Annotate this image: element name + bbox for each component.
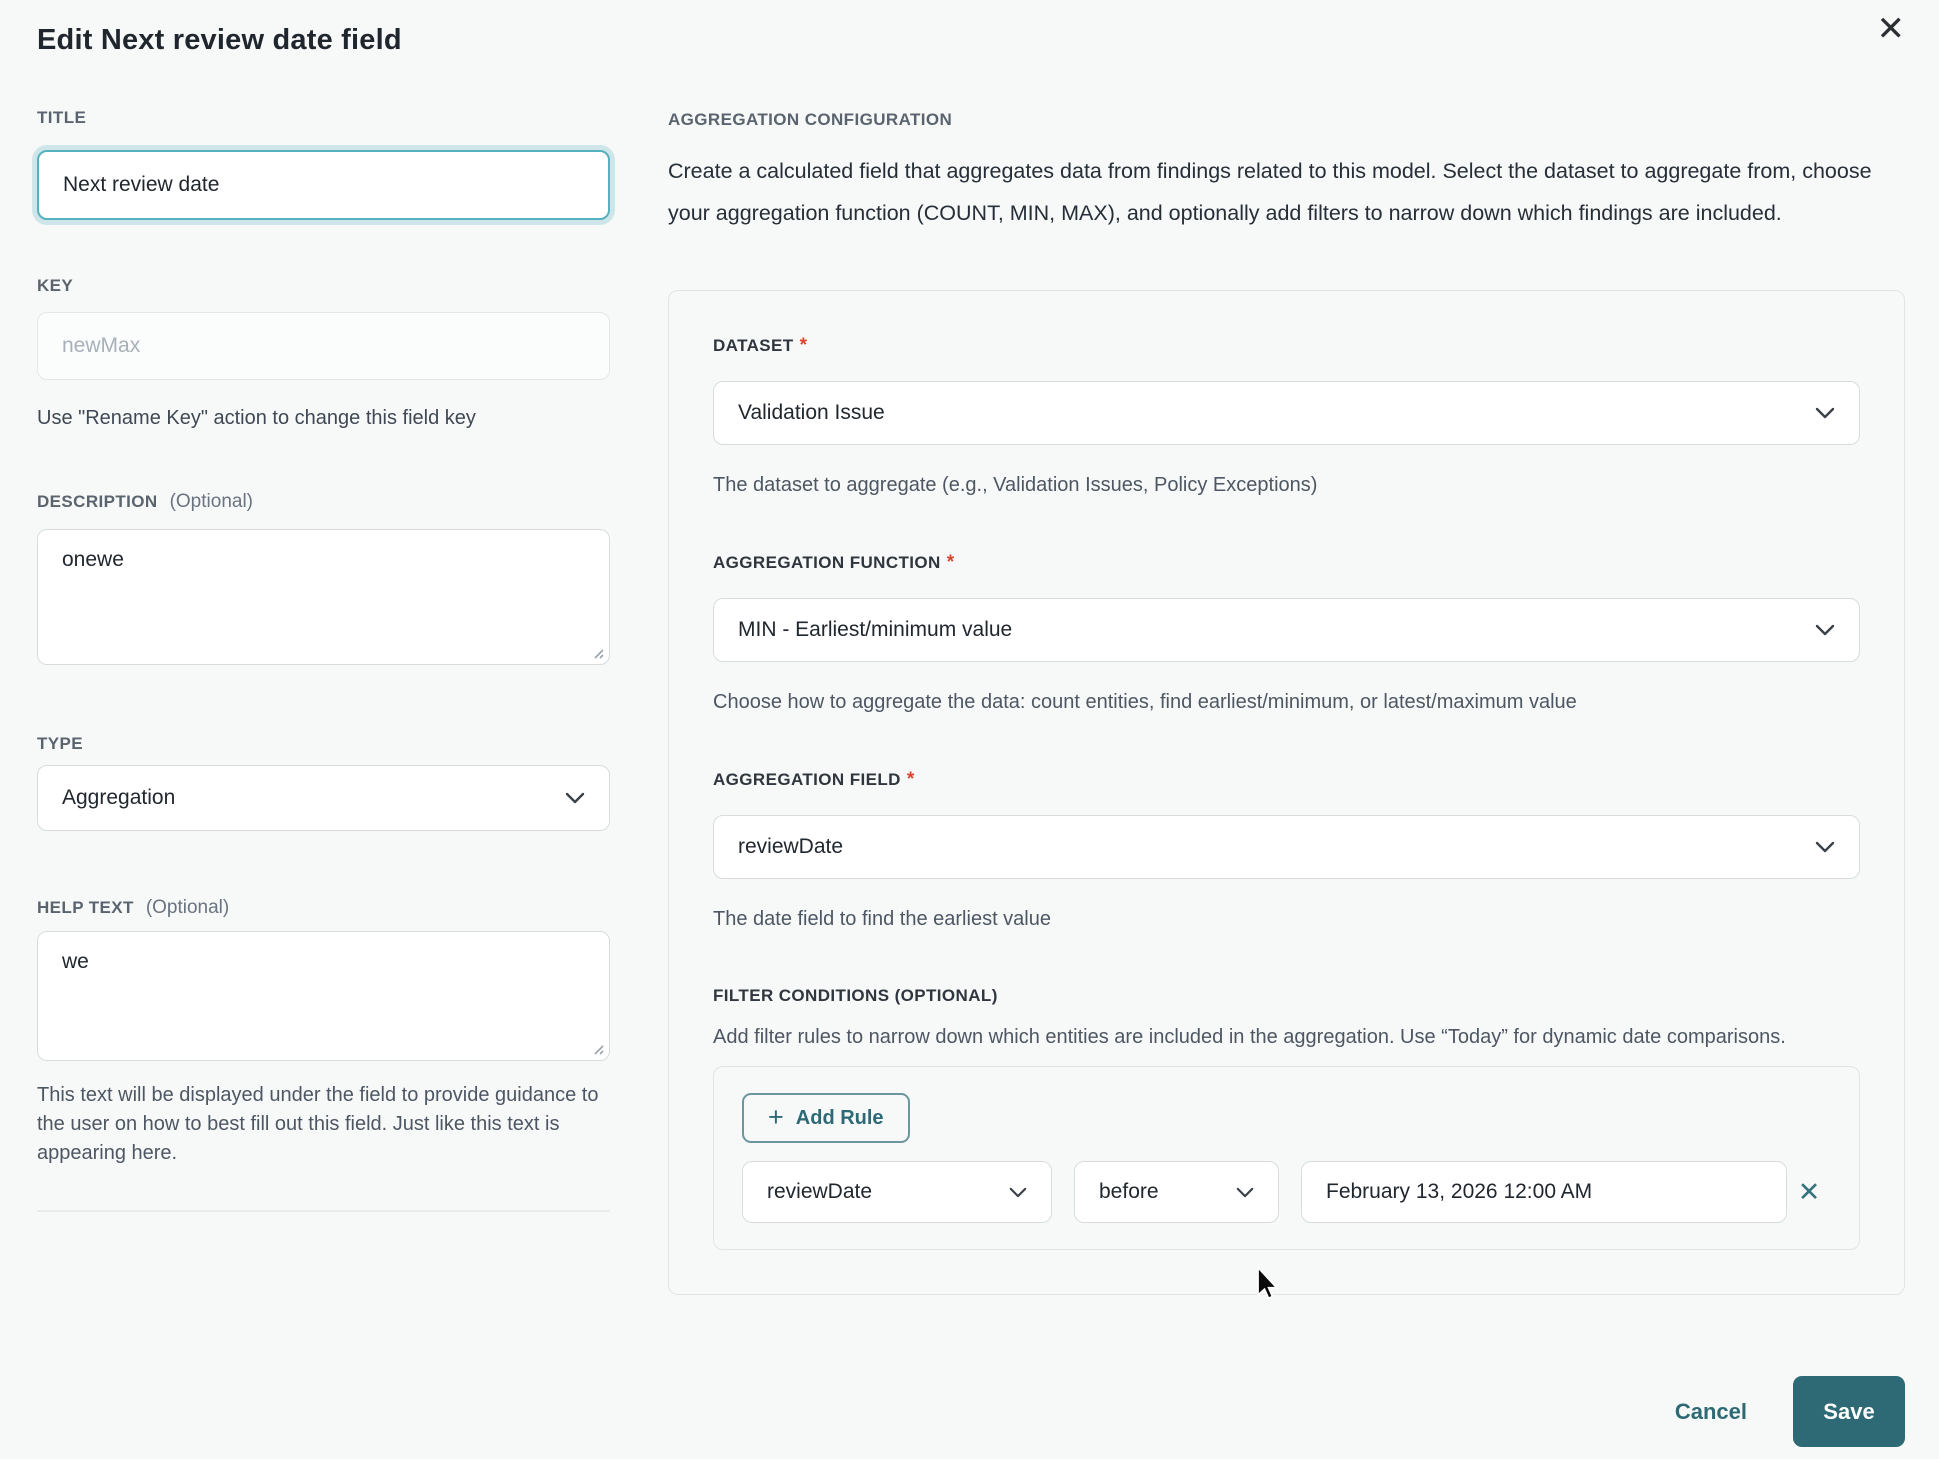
- dataset-select[interactable]: [713, 381, 1860, 445]
- description-optional-label: (Optional): [169, 491, 253, 512]
- aggregation-field-helper-text: The date field to find the earliest value: [713, 908, 1051, 930]
- function-label: AGGREGATION FUNCTION: [713, 553, 941, 572]
- filter-conditions-group: [713, 986, 1860, 1250]
- aggregation-field-select[interactable]: [713, 815, 1860, 879]
- help-text-optional-label: (Optional): [145, 897, 230, 918]
- chevron-down-icon: [1815, 624, 1835, 636]
- required-asterisk: *: [906, 769, 915, 790]
- type-label: TYPE: [37, 734, 84, 753]
- function-group: [713, 552, 1860, 717]
- description-label: DESCRIPTION: [37, 492, 158, 511]
- chevron-down-icon: [565, 792, 585, 804]
- chevron-down-icon: [1815, 841, 1835, 853]
- dataset-label: DATASET: [713, 336, 794, 355]
- key-helper-text: Use "Rename Key" action to change this field key: [37, 407, 476, 429]
- rule-field-select-value: reviewDate: [767, 1180, 873, 1203]
- description-textarea-wrap: [37, 529, 610, 665]
- footer-actions: [1675, 1376, 1905, 1447]
- dataset-select-value: Validation Issue: [738, 401, 885, 424]
- aggregation-column: [668, 110, 1905, 1295]
- rule-date-input[interactable]: [1301, 1161, 1787, 1223]
- required-asterisk: *: [799, 335, 807, 356]
- help-text-textarea-wrap: [37, 931, 610, 1061]
- description-label-row: [37, 491, 610, 513]
- required-asterisk: *: [946, 552, 955, 573]
- filter-rules-box: [713, 1066, 1860, 1250]
- rule-field-select[interactable]: [742, 1161, 1052, 1223]
- chevron-down-icon: [1009, 1187, 1027, 1198]
- remove-rule-icon[interactable]: ✕: [1787, 1179, 1831, 1206]
- help-text-label: HELP TEXT: [37, 898, 134, 917]
- aggregation-function-select-value: MIN - Earliest/minimum value: [738, 618, 1013, 641]
- field-group: [713, 769, 1860, 934]
- cancel-button[interactable]: Cancel: [1674, 1398, 1747, 1424]
- filter-rule-row: [742, 1161, 1831, 1223]
- section-divider: [37, 1210, 610, 1212]
- title-label: TITLE: [37, 108, 87, 127]
- title-input[interactable]: [37, 150, 610, 220]
- filter-conditions-label: FILTER CONDITIONS (OPTIONAL): [713, 986, 998, 1005]
- help-text-label-row: [37, 897, 610, 919]
- field-settings-column: [37, 108, 610, 1212]
- plus-icon: +: [768, 1101, 784, 1132]
- filter-conditions-helper-text: Add filter rules to narrow down which entities are included in the aggregation. Use “Today” for dynamic date comparisons.: [713, 1026, 1786, 1048]
- type-select-value: Aggregation: [62, 786, 176, 809]
- add-rule-button[interactable]: [742, 1093, 910, 1143]
- aggregation-panel: [668, 290, 1905, 1295]
- aggregation-section-description: Create a calculated field that aggregates data from findings related to this model. Select the dataset to aggregate from, choose your aggregation function (COUNT, MIN, MAX), and optionally add filters to narrow down which findings are included.: [668, 159, 1872, 225]
- aggregation-section-label: AGGREGATION CONFIGURATION: [668, 110, 953, 129]
- rule-operator-select-value: before: [1099, 1180, 1159, 1203]
- aggregation-function-select[interactable]: [713, 598, 1860, 662]
- chevron-down-icon: [1236, 1187, 1254, 1198]
- aggregation-field-select-value: reviewDate: [738, 835, 844, 858]
- key-label: KEY: [37, 276, 74, 295]
- aggregation-field-label: AGGREGATION FIELD: [713, 770, 901, 789]
- resize-handle-icon[interactable]: [590, 645, 604, 659]
- dataset-helper-text: The dataset to aggregate (e.g., Validation Issues, Policy Exceptions): [713, 474, 1318, 496]
- type-select[interactable]: [37, 765, 610, 831]
- help-text-textarea[interactable]: [38, 932, 609, 1060]
- rule-operator-select[interactable]: [1074, 1161, 1279, 1223]
- add-rule-button-label: Add Rule: [795, 1106, 884, 1129]
- function-helper-text: Choose how to aggregate the data: count entities, find earliest/minimum, or latest/maximum value: [713, 691, 1577, 713]
- description-textarea[interactable]: [38, 530, 609, 664]
- resize-handle-icon[interactable]: [590, 1041, 604, 1055]
- help-text-helper-text: This text will be displayed under the field to provide guidance to the user on how to best fill out this field. Just like this text is appearing here.: [37, 1084, 599, 1164]
- key-input: [37, 312, 610, 380]
- page-title: Edit Next review date field: [37, 24, 402, 56]
- dataset-group: [713, 335, 1860, 500]
- close-icon[interactable]: ✕: [1876, 10, 1905, 48]
- chevron-down-icon: [1815, 407, 1835, 419]
- save-button[interactable]: Save: [1793, 1376, 1905, 1447]
